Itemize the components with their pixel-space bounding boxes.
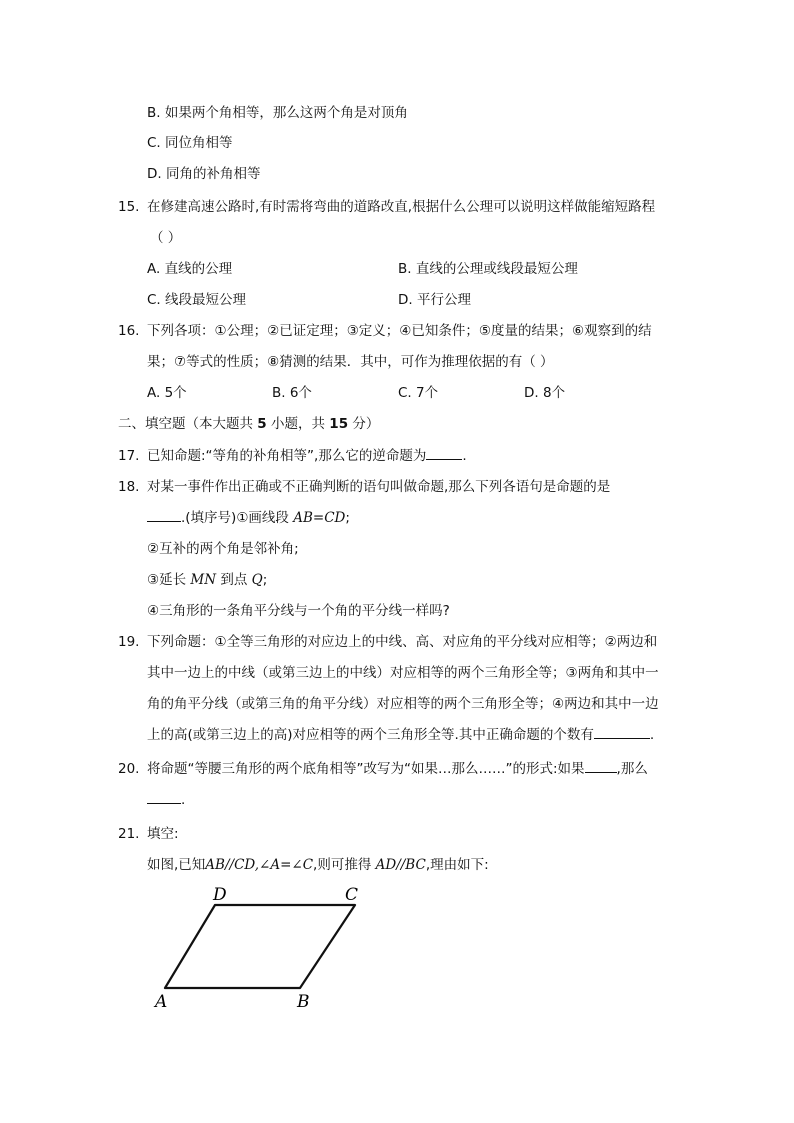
q20-answer-blank-if[interactable] [585, 760, 617, 773]
q19-line4-text: 上的高(或第三边上的高)对应相等的两个三角形全等.其中正确命题的个数有 [147, 727, 594, 743]
q15-option-c: C. 线段最短公理 [147, 292, 247, 308]
q20-number: 20. [118, 761, 140, 777]
q21-line2-text: 如图,已知 [147, 857, 206, 873]
q18-line2-text: .(填序号)①画线段 [181, 510, 294, 526]
section2-mid-text: 小题，共 [266, 416, 330, 432]
section2-count: 5 [257, 416, 267, 432]
parallelogram-shape [165, 905, 355, 988]
q19-end: . [649, 727, 655, 743]
q18-item3-text: ③延长 [147, 572, 191, 588]
q15-stem: 在修建高速公路时,有时需将弯曲的道路改直,根据什么公理可以说明这样做能缩短路程 [147, 199, 656, 215]
q20-line2 [147, 791, 185, 809]
q18-line2-end: ; [345, 510, 350, 526]
q14-option-b: B. 如果两个角相等，那么这两个角是对顶角 [147, 105, 408, 121]
q16-option-d: D. 8个 [524, 385, 566, 401]
q15-number: 15. [118, 199, 140, 215]
q18-stem: 对某一事件作出正确或不正确判断的语句叫做命题,那么下列各语句是命题的是 [147, 479, 611, 495]
q21-line2-mid: ,则可推得 [313, 857, 376, 873]
q19-line4 [147, 726, 654, 744]
q15-option-b: B. 直线的公理或线段最短公理 [398, 261, 578, 277]
q18-item3-end: ; [262, 572, 268, 588]
q20-text2: ,那么 [616, 761, 648, 777]
q16-number: 16. [118, 323, 140, 339]
q18-answer-blank[interactable] [147, 509, 181, 522]
section2-head-text: 二、填空题（本大题共 [118, 416, 258, 432]
q18-line2 [147, 509, 350, 527]
q21-line2-math1: AB//CD,∠A=∠C [205, 857, 314, 873]
q21-line2-end: ,理由如下: [425, 857, 489, 873]
section2-tail-text: 分） [348, 416, 380, 432]
q16-option-c: C. 7个 [398, 385, 439, 401]
q17-answer-blank[interactable] [426, 447, 462, 460]
q16-stem-line2: 果；⑦等式的性质；⑧猜测的结果．其中，可作为推理依据的有（ ） [147, 354, 554, 370]
q21-line1: 填空: [147, 826, 179, 842]
q16-option-a: A. 5个 [147, 385, 187, 401]
q17-number: 17. [118, 448, 140, 464]
q21-line2-math2: AD//BC [375, 857, 426, 873]
q14-option-c: C. 同位角相等 [147, 135, 233, 151]
q15-option-a: A. 直线的公理 [147, 261, 233, 277]
q15-option-d: D. 平行公理 [398, 292, 471, 308]
q19-line1: 下列命题：①全等三角形的对应边上的中线、高、对应角的平分线对应相等；②两边和 [147, 634, 658, 650]
q21-line2 [147, 856, 489, 874]
vertex-label-b: B [297, 992, 310, 1012]
vertex-label-a: A [155, 992, 168, 1012]
q18-item4: ④三角形的一条角平分线与一个角的平分线一样吗? [147, 603, 450, 619]
q19-line3: 角的角平分线（或第三角的角平分线）对应相等的两个三角形全等；④两边和其中一边 [147, 696, 659, 712]
q15-answer-paren: （ ） [150, 230, 182, 246]
q18-item3 [147, 571, 267, 589]
q19-number: 19. [118, 634, 140, 650]
q18-item3-math-mn: MN [190, 572, 217, 588]
section2-score: 15 [329, 416, 349, 432]
q18-item2: ②互补的两个角是邻补角; [147, 541, 299, 557]
q20-end: . [181, 792, 186, 808]
q18-number: 18. [118, 479, 140, 495]
q19-answer-blank[interactable] [594, 726, 650, 739]
q17-end: . [462, 448, 467, 464]
parallelogram-figure [145, 880, 375, 1015]
q20-stem [147, 760, 648, 778]
q21-number: 21. [118, 826, 140, 842]
q19-line2: 其中一边上的中线（或第三边上的中线）对应相等的两个三角形全等；③两角和其中一 [147, 665, 659, 681]
q18-item3-math-q: Q [251, 572, 263, 588]
q20-answer-blank-then[interactable] [147, 791, 181, 804]
q18-line2-math: AB=CD [293, 510, 346, 526]
q17-text: 已知命题:“等角的补角相等”,那么它的逆命题为 [147, 448, 427, 464]
vertex-label-d: D [213, 885, 227, 905]
q16-option-b: B. 6个 [272, 385, 312, 401]
q18-item3-mid: 到点 [216, 572, 252, 588]
q17-stem [147, 447, 467, 465]
q20-text: 将命题“等腰三角形的两个底角相等”改写为“如果…那么……”的形式:如果 [147, 761, 585, 777]
vertex-label-c: C [345, 885, 359, 905]
q16-stem-line1: 下列各项：①公理；②已证定理；③定义；④已知条件；⑤度量的结果；⑥观察到的结 [147, 323, 652, 339]
section2-heading [118, 415, 379, 433]
q14-option-d: D. 同角的补角相等 [147, 166, 261, 182]
